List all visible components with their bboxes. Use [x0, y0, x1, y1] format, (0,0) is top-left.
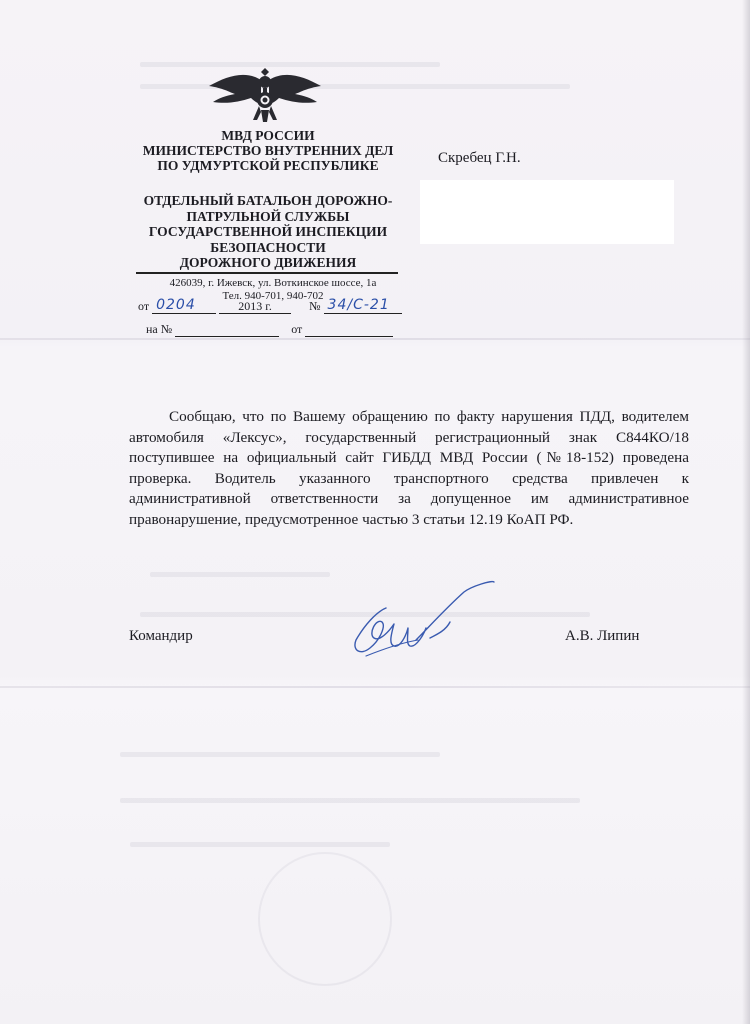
paper-fold-lower	[0, 686, 750, 688]
year-text: 2013 г.	[238, 299, 272, 313]
redacted-address-box	[420, 180, 674, 244]
unit-line: ПАТРУЛЬНОЙ СЛУЖБЫ	[186, 208, 350, 224]
letterhead-rule	[136, 272, 398, 274]
body-paragraph: Сообщаю, что по Вашему обращению по факту нарушения ПДД, водителем автомобиля «Лексус», государственный регистрационный знак С844КО/18 поступившее на официальный сайт ГИБДД МВД России (№18-152) проведена проверка. Водитель указанного транспортного средства привлечен к административной ответственности за допущенное им административное правонарушение, предусмотренное частью 3 статьи 12.19 КоАП РФ.	[129, 408, 689, 528]
address-line: 426039, г. Ижевск, ул. Воткинское шоссе, 1а	[169, 277, 377, 289]
bleed-through-line	[120, 752, 440, 757]
recipient-name: Скребец Г.Н.	[438, 150, 521, 166]
phone-line: Тел. 940-701, 940-702	[222, 289, 324, 302]
incoming-from-label: от	[291, 322, 303, 336]
ministry-heading	[128, 128, 408, 173]
to-number-label: на №	[146, 322, 173, 336]
unit-line: БЕЗОПАСНОСТИ	[210, 239, 326, 255]
outgoing-reference	[138, 299, 402, 314]
letter-body	[129, 407, 689, 530]
handwritten-number: 34/С-21	[327, 297, 390, 313]
signatory-title: Командир	[129, 628, 193, 644]
paper-edge-shadow	[742, 0, 750, 1024]
number-label: №	[309, 299, 321, 313]
date-field	[152, 299, 216, 314]
from-label: от	[138, 299, 150, 313]
ministry-line: МИНИСТЕРСТВО ВНУТРЕННИХ ДЕЛ	[142, 143, 394, 158]
unit-heading	[128, 193, 408, 271]
bleed-through-line	[120, 798, 580, 803]
ministry-line: ПО УДМУРТСКОЙ РЕСПУБЛИКЕ	[157, 158, 379, 173]
signatory-name: А.В. Липин	[565, 628, 640, 644]
bleed-through-line	[130, 842, 390, 847]
bleed-through-line	[150, 572, 330, 577]
handwritten-signature-icon	[346, 578, 506, 673]
handwritten-date: 0204	[156, 297, 196, 313]
number-field	[324, 299, 402, 314]
bleed-through-stamp	[258, 852, 392, 986]
ministry-line: МВД РОССИИ	[221, 128, 315, 143]
incoming-reference	[146, 322, 393, 337]
unit-line: ДОРОЖНОГО ДВИЖЕНИЯ	[179, 255, 357, 270]
unit-line: ГОСУДАРСТВЕННОЙ ИНСПЕКЦИИ	[148, 224, 388, 239]
incoming-date-field	[305, 322, 393, 337]
year-field	[219, 299, 291, 314]
paper-fold-upper	[0, 338, 750, 340]
unit-line: ОТДЕЛЬНЫЙ БАТАЛЬОН ДОРОЖНО-	[143, 193, 393, 208]
double-headed-eagle-emblem-icon	[205, 64, 325, 130]
incoming-number-field	[175, 322, 279, 337]
